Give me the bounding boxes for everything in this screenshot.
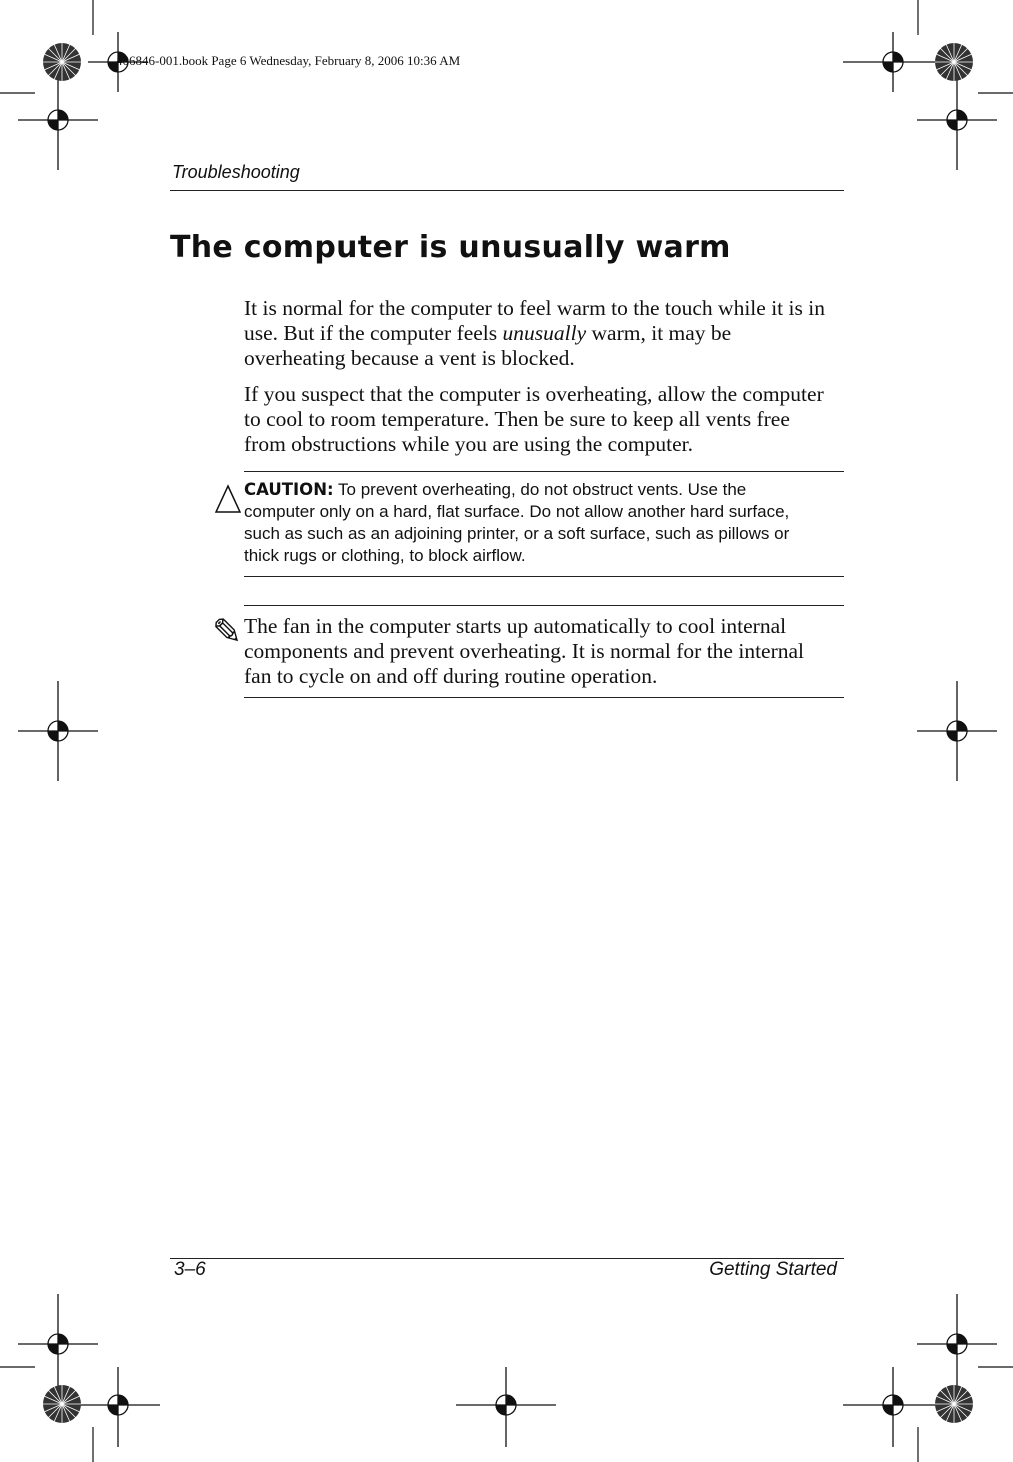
book-title: Getting Started: [709, 1259, 837, 1280]
page-number: 3–6: [174, 1259, 206, 1280]
note-bottom-rule: [244, 697, 844, 698]
registration-mark-bottom-right: [843, 1367, 943, 1447]
emphasis-text: unusually: [502, 321, 587, 345]
body-paragraph-2: If you suspect that the computer is overheating, allow the computer to cool to room temperature. Then be sure to keep all vents free from obstructions while you are using the computer.: [244, 382, 824, 456]
caution-label: CAUTION:: [244, 480, 334, 499]
star-target-bottom-right: [934, 1384, 974, 1424]
caution-triangle-icon: [215, 484, 241, 514]
registration-mark-left-middle: [18, 681, 98, 781]
caution-text: To prevent overheating, do not obstruct vents. Use the computer only on a hard, flat surface. Do not allow another hard surface, such as such as an adjoining printer, or a soft surface, such as pillows or thick rugs or clothing, to block airflow.: [244, 480, 790, 565]
running-header: Troubleshooting: [172, 162, 300, 182]
body-paragraph-1: [244, 296, 834, 371]
registration-mark-bottom-left: [80, 1367, 160, 1447]
registration-mark-right-middle: [917, 681, 997, 781]
section-title: The computer is unusually warm: [170, 230, 731, 265]
caution-note: [244, 479, 804, 567]
header-rule: [170, 190, 844, 191]
registration-mark-left-upper: [18, 70, 98, 170]
star-target-top-left: [42, 42, 82, 82]
star-target-bottom-left: [42, 1384, 82, 1424]
pencil-icon: ✎: [212, 612, 243, 653]
star-target-top-right: [934, 42, 974, 82]
paragraph-text: warm, it may be overheating because a vent is blocked.: [244, 321, 732, 370]
note-text: The fan in the computer starts up automatically to cool internal components and prevent overheating. It is normal for the internal fan to cycle on and off during routine operation.: [244, 614, 805, 688]
paragraph-text: It is normal for the computer to feel warm to the touch while it is in use. But if the computer feels: [244, 296, 825, 345]
print-slug: 406846-001.book Page 6 Wednesday, February 8, 2006 10:36 AM: [116, 53, 461, 68]
registration-mark-bottom-center: [456, 1367, 556, 1447]
registration-mark-right-upper: [917, 70, 997, 170]
caution-top-rule: [244, 471, 844, 472]
caution-bottom-rule: [244, 576, 844, 577]
note-top-rule: [244, 605, 844, 606]
